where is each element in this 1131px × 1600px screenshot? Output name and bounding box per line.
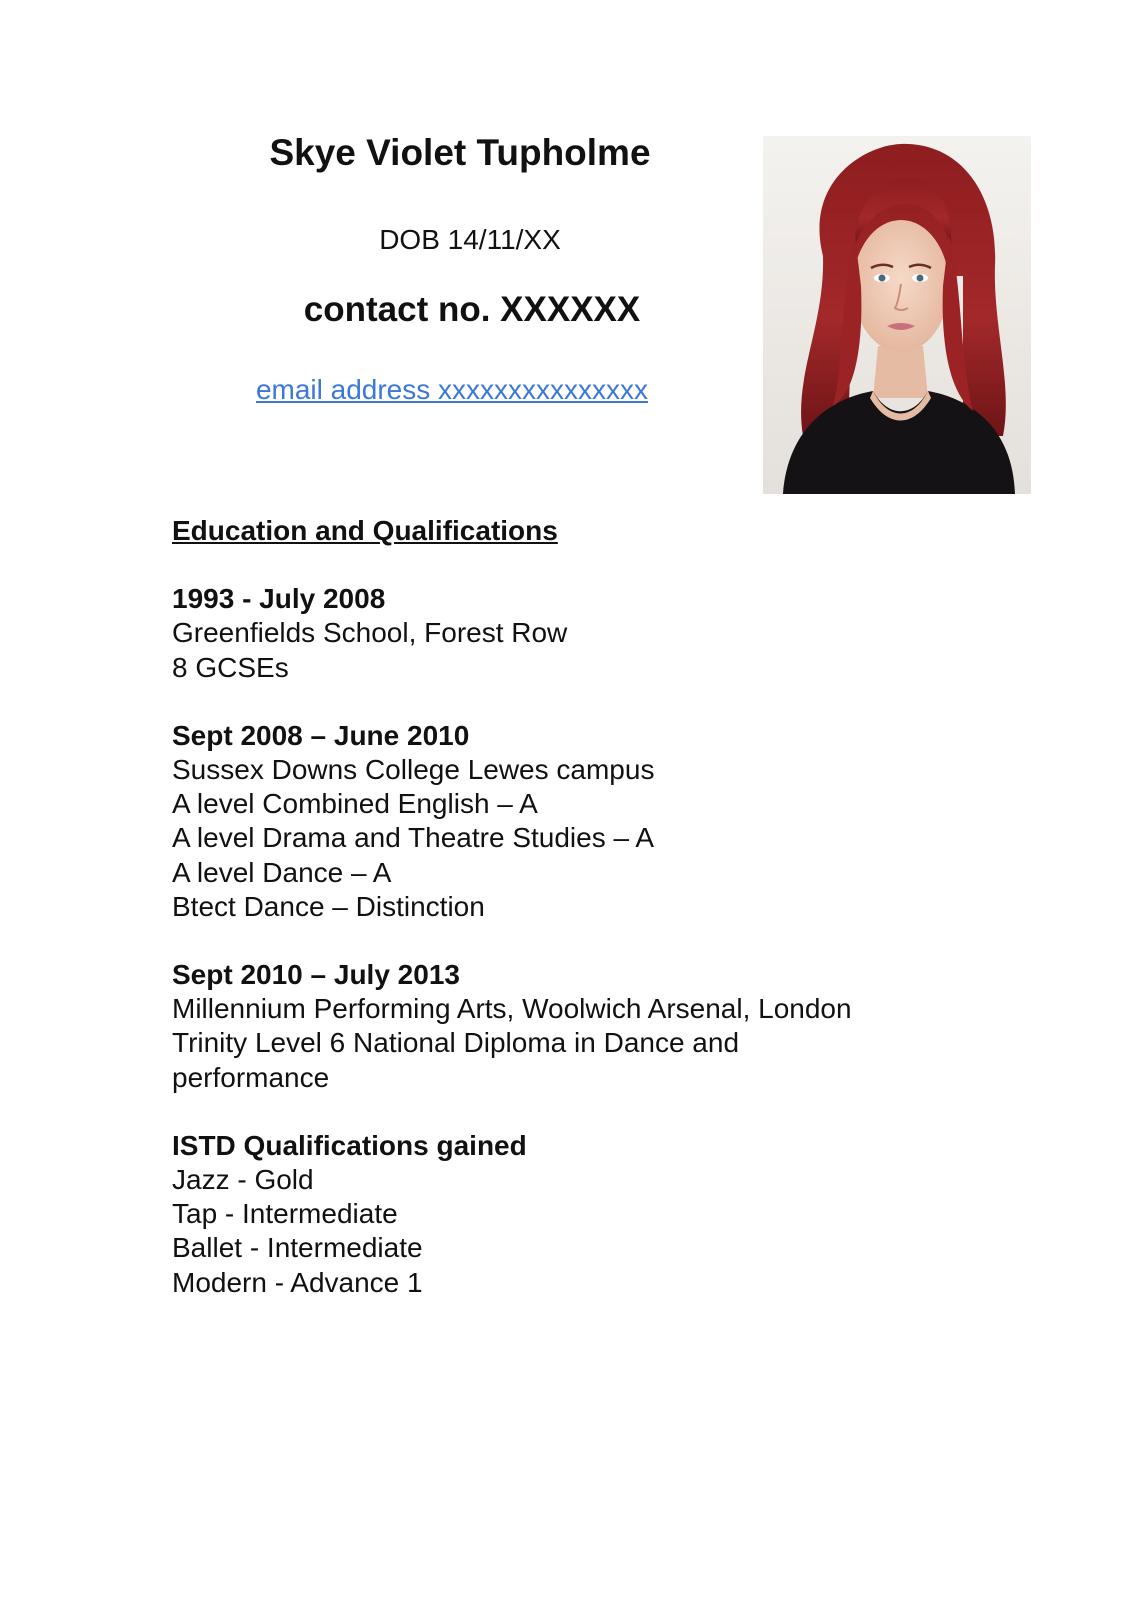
entry-title: 1993 - July 2008 [172, 583, 386, 615]
education-entry [172, 582, 1072, 685]
entry-line: Btect Dance – Distinction [172, 890, 485, 922]
section-heading-education: Education and Qualifications [172, 515, 558, 546]
education-entry [172, 1129, 1072, 1300]
profile-photo [763, 136, 1031, 494]
education-entry [172, 958, 1072, 1095]
entry-title: ISTD Qualifications gained [172, 1129, 527, 1161]
entry-line: A level Combined English – A [172, 788, 538, 820]
date-of-birth: DOB 14/11/XX [379, 224, 561, 255]
education-entry [172, 719, 1072, 924]
entry-line: Jazz - Gold [172, 1164, 314, 1196]
entry-line: Sussex Downs College Lewes campus [172, 754, 655, 786]
entry-line: Ballet - Intermediate [172, 1232, 423, 1264]
contact-number: contact no. XXXXXX [303, 290, 641, 329]
entry-line: Millennium Performing Arts, Woolwich Arsenal, London [172, 993, 852, 1025]
email-link[interactable]: email address xxxxxxxxxxxxxxx [255, 374, 649, 405]
entry-title: Sept 2010 – July 2013 [172, 959, 460, 991]
entry-line: performance [172, 1061, 330, 1093]
entry-title: Sept 2008 – June 2010 [172, 719, 470, 751]
entry-line: Trinity Level 6 National Diploma in Dance and [172, 1027, 740, 1059]
candidate-name: Skye Violet Tupholme [269, 132, 651, 173]
entry-line: Greenfields School, Forest Row [172, 617, 568, 649]
entry-line: 8 GCSEs [172, 651, 289, 683]
entry-line: A level Dance – A [172, 856, 392, 888]
entry-line: Tap - Intermediate [172, 1198, 398, 1230]
education-section [172, 514, 1072, 1334]
entry-line: Modern - Advance 1 [172, 1266, 423, 1298]
entry-line: A level Drama and Theatre Studies – A [172, 822, 654, 854]
